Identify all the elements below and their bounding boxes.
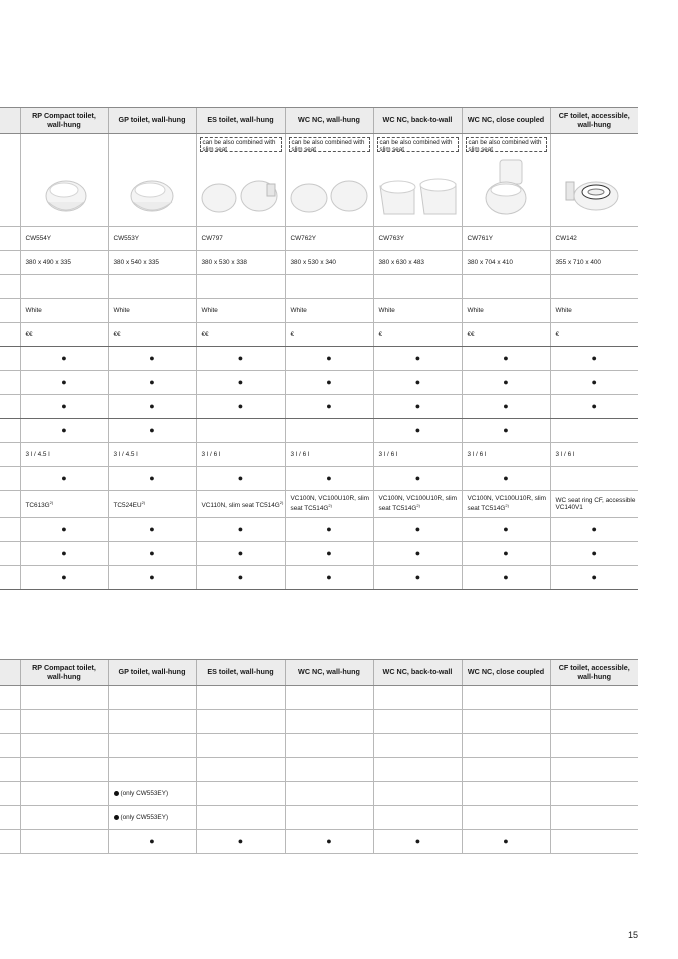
col-header: ES toilet, wall-hung [196, 108, 285, 134]
price-value: €€ [108, 323, 196, 347]
product-code: CW797 [196, 227, 285, 251]
color-value: White [373, 299, 462, 323]
bullet: ● [196, 395, 285, 419]
only-note: (only CW553EY) [108, 782, 196, 806]
feature-row [0, 419, 638, 443]
bullet: ● [373, 542, 462, 566]
bullet: ● [550, 566, 638, 590]
feature-row [0, 371, 638, 395]
bullet-icon [114, 815, 119, 820]
seat-value: VC100N, VC100U10R, slim seat $TC514G^{2)}$ [462, 491, 550, 518]
bullet: ● [285, 467, 373, 491]
product-code: CW763Y [373, 227, 462, 251]
dimensions-row [0, 251, 638, 275]
product-code-row [0, 227, 638, 251]
bullet: ● [373, 395, 462, 419]
color-value: White [196, 299, 285, 323]
toilet-image [287, 172, 371, 220]
bullet: ● [373, 518, 462, 542]
price-value: €€ [20, 323, 108, 347]
price-value: €€ [196, 323, 285, 347]
seat-value: WC seat ring CF, accessible VC140V1 [550, 491, 638, 518]
bullet: ● [196, 518, 285, 542]
product-image-cell [20, 134, 108, 227]
color-value: White [108, 299, 196, 323]
dimensions: 380 x 704 x 410 [462, 251, 550, 275]
flush-volume: 3 l / 4.5 l [108, 443, 196, 467]
bullet: ● [108, 566, 196, 590]
bullet: ● [108, 371, 196, 395]
col-header: CF toilet, accessible, wall-hung [550, 108, 638, 134]
flush-volume: 3 l / 6 l [462, 443, 550, 467]
bullet: ● [462, 518, 550, 542]
toilet-image [199, 172, 283, 220]
feature-row [0, 518, 638, 542]
feature-row [0, 782, 638, 806]
product-image-cell [108, 134, 196, 227]
flush-volume: 3 l / 4.5 l [20, 443, 108, 467]
bullet: ● [196, 566, 285, 590]
col-header: WC NC, wall-hung [285, 108, 373, 134]
color-row [0, 299, 638, 323]
flush-volume: 3 l / 6 l [373, 443, 462, 467]
bullet: ● [196, 542, 285, 566]
combo-note: can be also combined with slim seat [289, 137, 370, 152]
color-value: White [20, 299, 108, 323]
col-header: GP toilet, wall-hung [108, 108, 196, 134]
feature-row [0, 806, 638, 830]
bullet: ● [373, 347, 462, 371]
color-value: White [462, 299, 550, 323]
bullet: ● [462, 467, 550, 491]
flush-volume: 3 l / 6 l [550, 443, 638, 467]
bullet: ● [462, 830, 550, 854]
toilet-image [36, 172, 92, 220]
product-code: CW553Y [108, 227, 196, 251]
flush-volume: 3 l / 6 l [285, 443, 373, 467]
bullet: ● [285, 542, 373, 566]
seat-value: VC100N, VC100U10R, slim seat $TC514G^{2)}$ [285, 491, 373, 518]
product-image-cell [196, 134, 285, 227]
combo-note: can be also combined with slim seat [200, 137, 282, 152]
bullet: ● [462, 542, 550, 566]
price-value: € [550, 323, 638, 347]
bullet: ● [550, 518, 638, 542]
col-header: RP Compact toilet, wall-hung [20, 108, 108, 134]
bullet: ● [285, 371, 373, 395]
color-value: White [550, 299, 638, 323]
bullet: ● [285, 395, 373, 419]
empty-row [0, 710, 638, 734]
product-image-cell [550, 134, 638, 227]
table-header [0, 660, 638, 686]
dimensions: 380 x 530 x 340 [285, 251, 373, 275]
flush-volume-row [0, 443, 638, 467]
empty-row [0, 758, 638, 782]
dimensions: 380 x 490 x 335 [20, 251, 108, 275]
seat-value: $TC613G^{2)}$ [20, 491, 108, 518]
only-note: (only CW553EY) [108, 806, 196, 830]
bullet: ● [20, 395, 108, 419]
flush-volume: 3 l / 6 l [196, 443, 285, 467]
feature-row [0, 347, 638, 371]
dimensions: 380 x 540 x 335 [108, 251, 196, 275]
product-code: CW761Y [462, 227, 550, 251]
bullet: ● [196, 830, 285, 854]
product-image-cell [462, 134, 550, 227]
dimensions: 380 x 630 x 483 [373, 251, 462, 275]
bullet: ● [196, 347, 285, 371]
col-header: ES toilet, wall-hung [196, 660, 285, 686]
bullet: ● [20, 371, 108, 395]
bullet: ● [285, 830, 373, 854]
toilet-image [476, 158, 536, 220]
bullet: ● [196, 371, 285, 395]
feature-row [0, 395, 638, 419]
bullet: ● [108, 419, 196, 443]
product-code: CW142 [550, 227, 638, 251]
feature-row [0, 542, 638, 566]
product-image-cell [285, 134, 373, 227]
toilet-image [376, 172, 460, 220]
bullet: ● [285, 347, 373, 371]
bullet: ● [373, 371, 462, 395]
price-value: € [373, 323, 462, 347]
seat-row [0, 491, 638, 518]
bullet: ● [373, 419, 462, 443]
bullet: ● [196, 467, 285, 491]
toilet-image [564, 172, 624, 220]
bullet-icon [114, 791, 119, 796]
table-header [0, 108, 638, 134]
col-header: RP Compact toilet, wall-hung [20, 660, 108, 686]
price-value: € [285, 323, 373, 347]
price-value: €€ [462, 323, 550, 347]
bullet: ● [550, 395, 638, 419]
bullet: ● [462, 395, 550, 419]
product-table-2 [0, 659, 638, 854]
product-code: CW762Y [285, 227, 373, 251]
bullet: ● [108, 395, 196, 419]
seat-value: VC110N, slim seat $TC514G^{2)}$ [196, 491, 285, 518]
seat-value: TC524EU$^{2)}$ [108, 491, 196, 518]
bullet: ● [108, 347, 196, 371]
image-row [0, 134, 638, 227]
empty-row [0, 686, 638, 710]
col-header: WC NC, back-to-wall [373, 108, 462, 134]
product-code: CW554Y [20, 227, 108, 251]
feature-row [0, 467, 638, 491]
bullet: ● [462, 371, 550, 395]
bullet: ● [373, 467, 462, 491]
empty-row [0, 734, 638, 758]
col-header: WC NC, close coupled [462, 108, 550, 134]
feature-row [0, 566, 638, 590]
bullet: ● [285, 566, 373, 590]
bullet: ● [550, 542, 638, 566]
bullet: ● [108, 518, 196, 542]
bullet: ● [20, 467, 108, 491]
bullet: ● [20, 347, 108, 371]
bullet: ● [285, 518, 373, 542]
col-header: WC NC, wall-hung [285, 660, 373, 686]
combo-note: can be also combined with slim seat [466, 137, 547, 152]
col-header: CF toilet, accessible, wall-hung [550, 660, 638, 686]
bullet: ● [462, 419, 550, 443]
toilet-image [124, 172, 180, 220]
bullet: ● [373, 566, 462, 590]
bullet: ● [108, 830, 196, 854]
bullet: ● [20, 419, 108, 443]
bullet: ● [462, 566, 550, 590]
bullet: ● [20, 542, 108, 566]
bullet: ● [373, 830, 462, 854]
col-header: WC NC, back-to-wall [373, 660, 462, 686]
bullet: ● [550, 347, 638, 371]
dimensions: 380 x 530 x 338 [196, 251, 285, 275]
bullet: ● [20, 518, 108, 542]
col-header: WC NC, close coupled [462, 660, 550, 686]
combo-note: can be also combined with slim seat [377, 137, 459, 152]
bullet: ● [108, 467, 196, 491]
color-value: White [285, 299, 373, 323]
bullet: ● [550, 371, 638, 395]
feature-row [0, 830, 638, 854]
dimensions: 355 x 710 x 400 [550, 251, 638, 275]
page-number: 15 [627, 930, 638, 940]
col-header: GP toilet, wall-hung [108, 660, 196, 686]
price-row [0, 323, 638, 347]
seat-value: VC100N, VC100U10R, slim seat $TC514G^{2)}$ [373, 491, 462, 518]
bullet: ● [20, 566, 108, 590]
bullet: ● [462, 347, 550, 371]
product-table-1 [0, 107, 638, 590]
product-image-cell [373, 134, 462, 227]
empty-row [0, 275, 638, 299]
bullet: ● [108, 542, 196, 566]
